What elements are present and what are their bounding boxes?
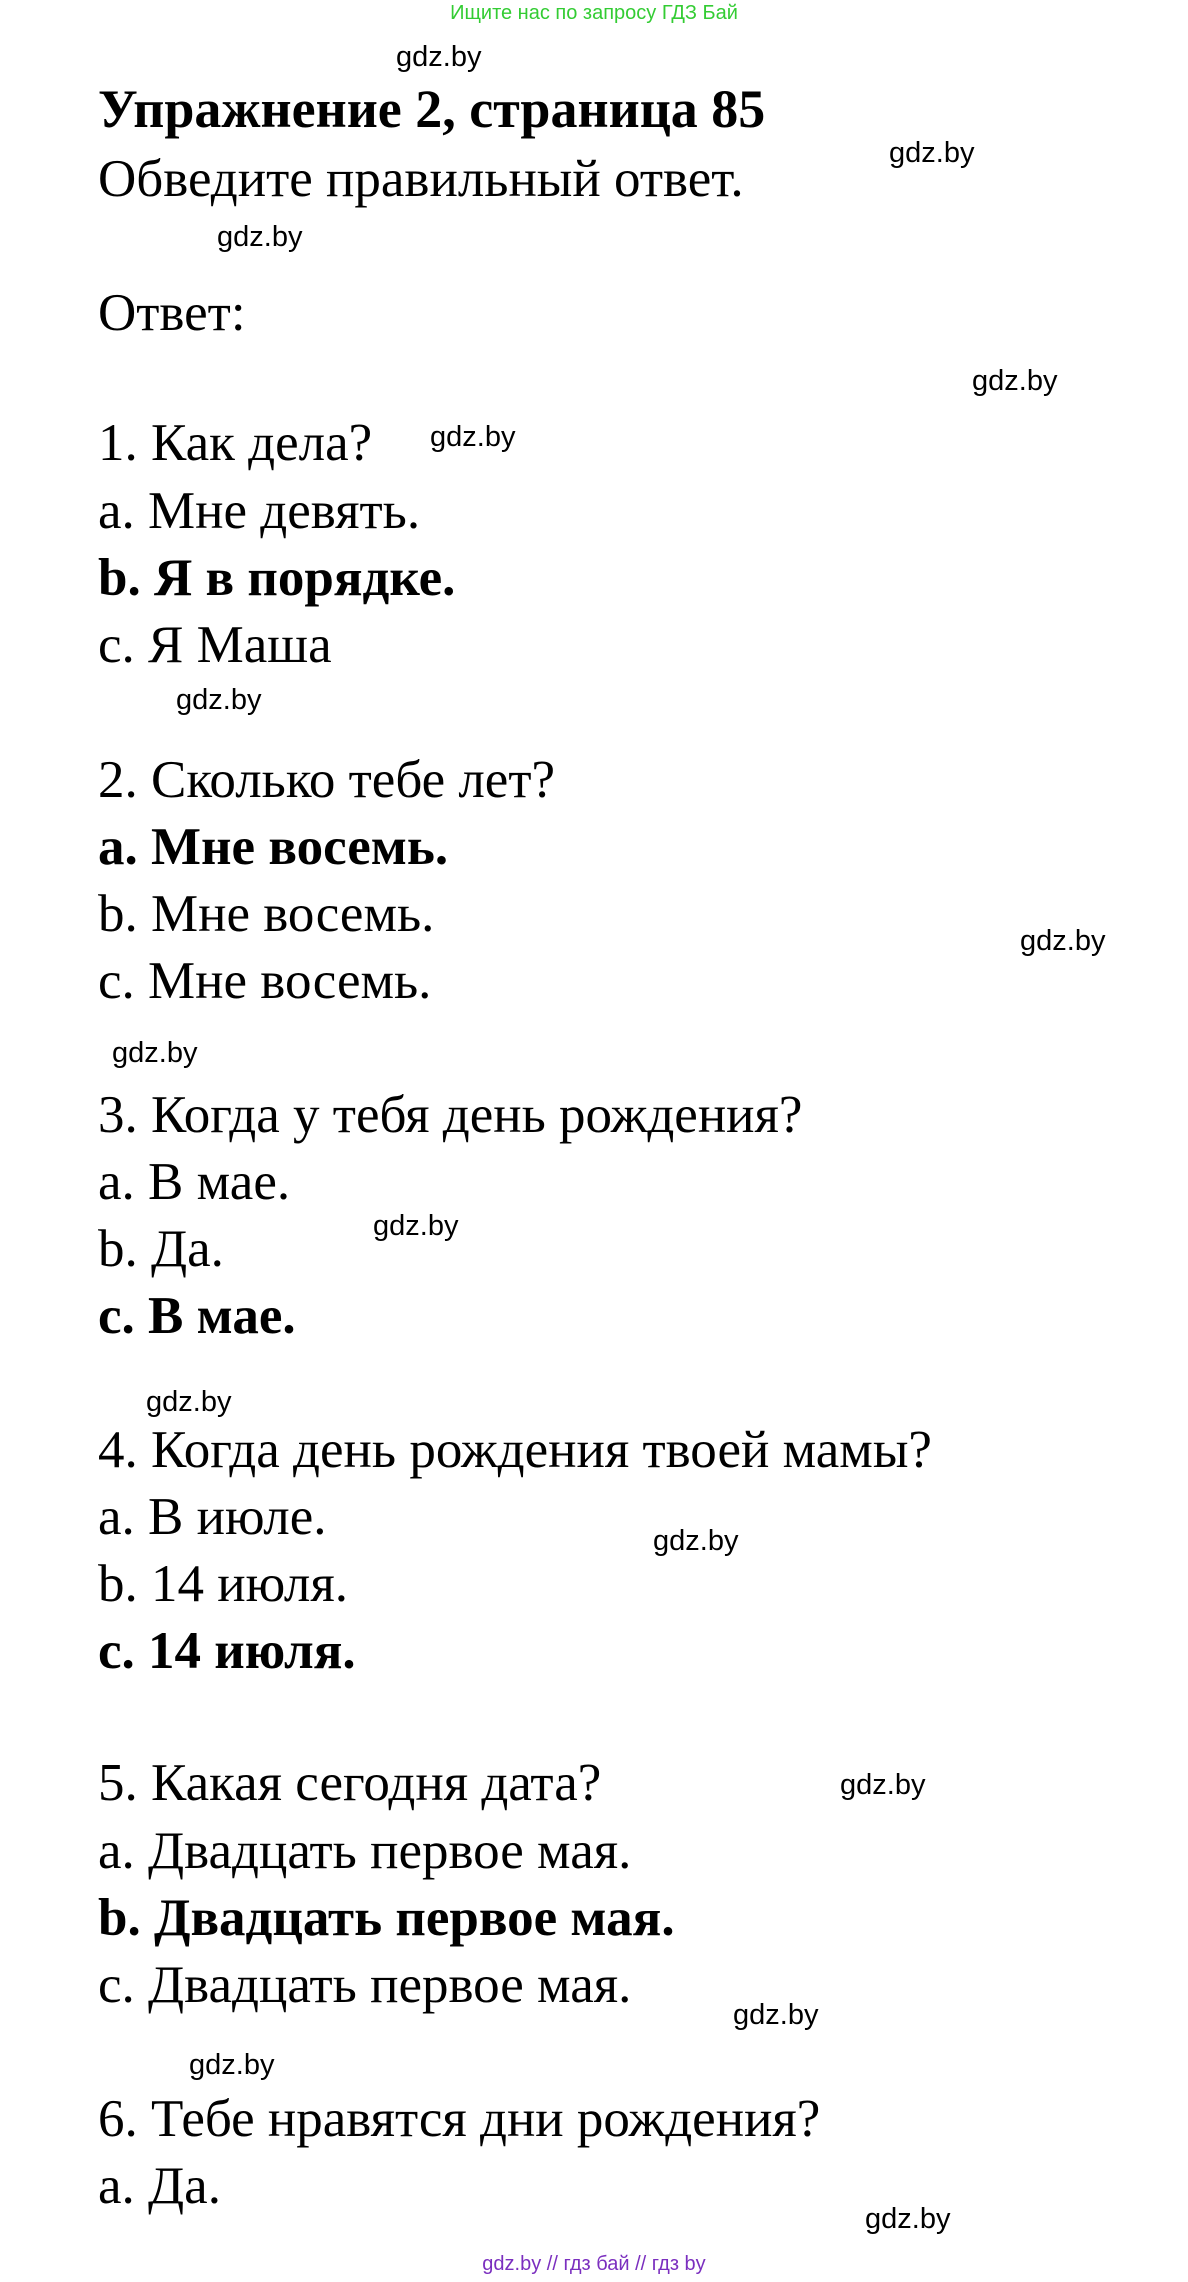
footer-links[interactable]: gdz.by // гдз бай // гдз by: [482, 2253, 706, 2275]
question-3-option-a: a. В мае.: [98, 1153, 291, 1211]
watermark: gdz.by: [189, 2049, 275, 2081]
watermark: gdz.by: [396, 41, 482, 73]
question-2-option-c: c. Мне восемь.: [98, 952, 432, 1010]
question-5-option-c: c. Двадцать первое мая.: [98, 1956, 632, 2014]
question-1-option-a: a. Мне девять.: [98, 482, 421, 540]
page-title: Упражнение 2, страница 85: [98, 79, 766, 139]
question-5: 5. Какая сегодня дата?: [98, 1754, 602, 1812]
question-3: 3. Когда у тебя день рождения?: [98, 1086, 803, 1144]
question-2-option-a-correct: a. Мне восемь.: [98, 818, 449, 876]
watermark: gdz.by: [217, 221, 303, 253]
question-1-option-b-correct: b. Я в порядке.: [98, 549, 456, 607]
question-6: 6. Тебе нравятся дни рождения?: [98, 2090, 821, 2148]
question-3-option-c-correct: c. В мае.: [98, 1287, 296, 1345]
watermark: gdz.by: [176, 684, 262, 716]
question-2-option-b: b. Мне восемь.: [98, 885, 435, 943]
watermark: gdz.by: [112, 1037, 198, 1069]
question-4-option-b: b. 14 июля.: [98, 1555, 348, 1613]
instruction-text: Обведите правильный ответ.: [98, 150, 744, 208]
watermark: gdz.by: [889, 137, 975, 169]
question-1-option-c: c. Я Маша: [98, 616, 332, 674]
watermark: gdz.by: [146, 1386, 232, 1418]
question-1: 1. Как дела?: [98, 414, 373, 472]
answer-label: Ответ:: [98, 284, 246, 342]
watermark: gdz.by: [430, 421, 516, 453]
watermark: gdz.by: [972, 365, 1058, 397]
watermark: gdz.by: [840, 1769, 926, 1801]
watermark: gdz.by: [733, 1999, 819, 2031]
watermark: gdz.by: [653, 1525, 739, 1557]
question-3-option-b: b. Да.: [98, 1220, 224, 1278]
question-6-option-a: a. Да.: [98, 2157, 221, 2215]
watermark: gdz.by: [865, 2203, 951, 2235]
top-banner[interactable]: Ищите нас по запросу ГДЗ Бай: [450, 2, 738, 24]
question-5-option-a: a. Двадцать первое мая.: [98, 1822, 632, 1880]
question-4-option-a: a. В июле.: [98, 1488, 327, 1546]
watermark: gdz.by: [1020, 925, 1106, 957]
question-4-option-c-correct: c. 14 июля.: [98, 1622, 356, 1680]
question-2: 2. Сколько тебе лет?: [98, 751, 556, 809]
watermark: gdz.by: [373, 1210, 459, 1242]
question-4: 4. Когда день рождения твоей мамы?: [98, 1421, 932, 1479]
question-5-option-b-correct: b. Двадцать первое мая.: [98, 1889, 675, 1947]
